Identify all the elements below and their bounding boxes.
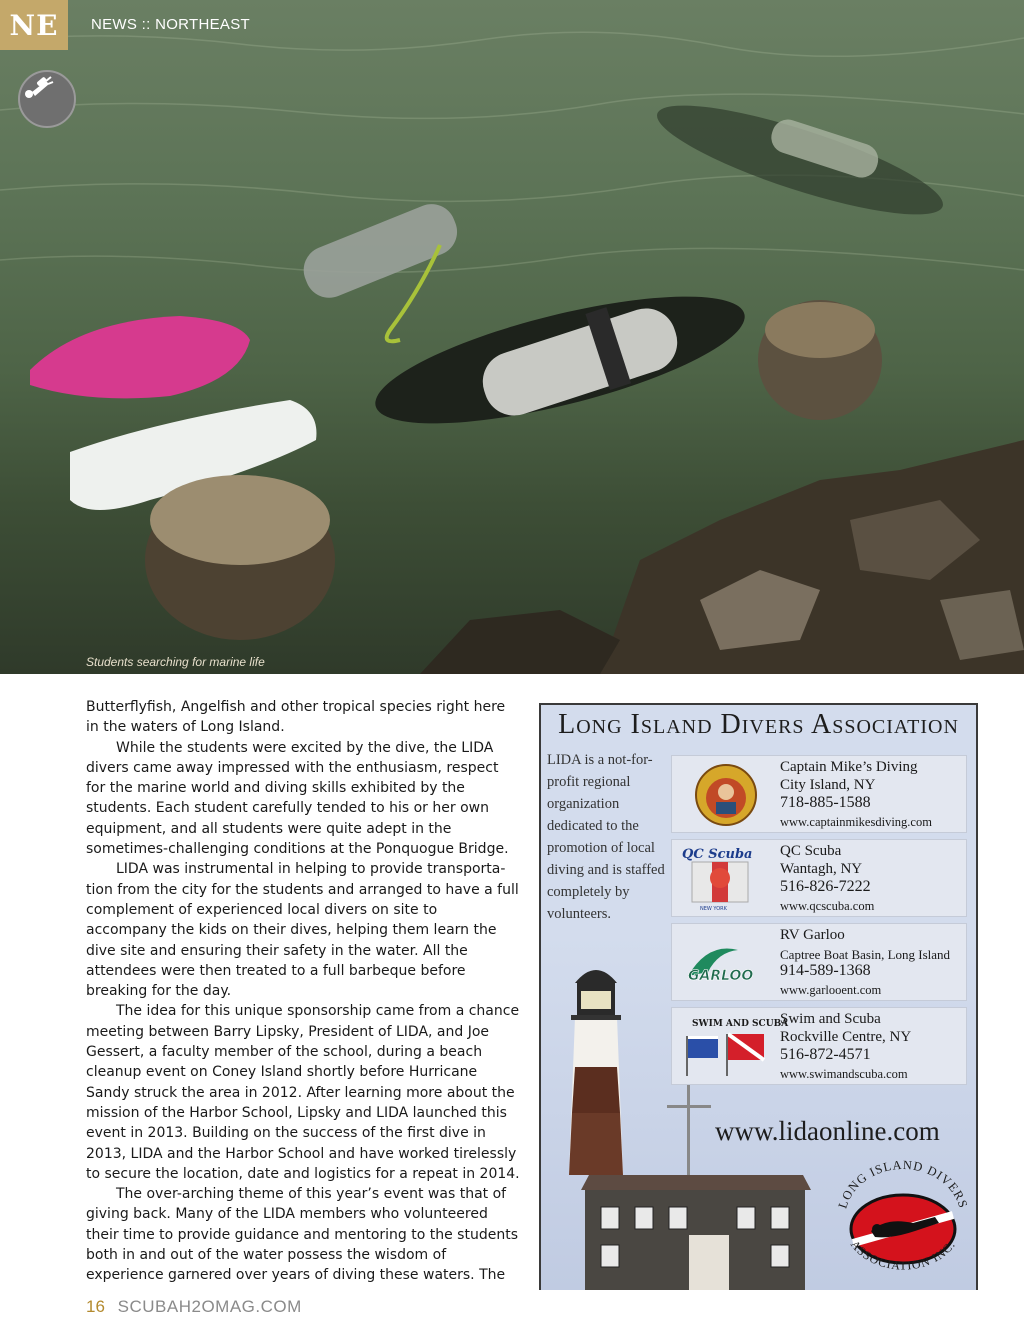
lida-logo-bottom-text: ASSOCIATION INC. [847, 1237, 959, 1273]
svg-text:NEW YORK: NEW YORK [700, 906, 727, 912]
garloo-logo [678, 928, 774, 998]
article-paragraph: While the students were excited by the dive, the LIDA divers came away impressed with the enthusiasm, respect for the marine world and diving skills exhibited by the students. Each student carefully tended to his or her own equipment, and all students were quite adept in the sometimes-challenging conditions at the Ponquogue Bridge. [86, 739, 509, 858]
sponsor-city: City Island, NY [780, 777, 876, 793]
ad-intro: LIDA is a not-for-profit regional organization dedicated to the promotion of local diving and is staffed completely by volunteers. [547, 752, 665, 922]
sponsor-website[interactable]: www.garlooent.com [780, 983, 882, 997]
sponsor-city: Captree Boat Basin, Long Island [780, 947, 951, 962]
article-paragraph: The idea for this unique sponsorship came from a chance meeting between Barry Lipsky, President of LIDA, and Joe Gessert, a faculty member of the school, during a beach cleanup event on Coney Island shortly before Hurricane Sandy struck the area in 2012. After learning more about the mission of the Harbor School, Lipsky and LIDA launched this event in 2013. Building on the success of the first dive in 2013, LIDA and the Harbor School and have worked tirelessly to secure the location, date and logistics for a repeat in 2014. [86, 1003, 520, 1182]
sponsor-city: Rockville Centre, NY [780, 1029, 912, 1045]
svg-text:SWIM AND SCUBA: SWIM AND SCUBA [692, 1019, 789, 1029]
lida-logo [831, 1157, 971, 1287]
sponsor-card[interactable] [671, 1007, 967, 1085]
svg-text:GARLOO: GARLOO [688, 968, 754, 984]
scuba-diver-icon [18, 70, 76, 128]
article-paragraph: The over-arching theme of this year’s event was that of giving back. Many of the LIDA members who volunteered their time to provide guidance and mentoring to the students both in and out of the water possess the wisdom of experience garnered over years of diving these waters. The [86, 1186, 518, 1284]
sponsor-phone: 516-872-4571 [780, 1046, 871, 1063]
sponsor-phone: 718-885-1588 [780, 794, 871, 811]
swim-and-scuba-logo [678, 1012, 789, 1082]
page-number: 16 [86, 1297, 105, 1316]
captain-mikes-logo [678, 760, 774, 830]
article-paragraph: LIDA was instrumental in helping to provide transporta-tion from the city for the students and arranged to have a full complement of experienced local divers on site to accompany the kids on their dives, helping them learn the dive site and ensuring their safety in the water. All the attendees were then treated to a full barbeque before breaking for the day. [86, 861, 519, 1000]
magazine-site[interactable]: SCUBAH2OMAG.COM [117, 1297, 302, 1316]
sponsor-card[interactable] [671, 923, 967, 1001]
sponsor-website[interactable]: www.captainmikesdiving.com [780, 815, 932, 829]
lida-logo-top-text: LONG ISLAND DIVERS [835, 1157, 971, 1211]
sponsor-phone: 516-826-7222 [780, 878, 871, 895]
sponsor-city: Wantagh, NY [780, 861, 863, 877]
sponsor-card[interactable] [671, 755, 967, 833]
sponsor-name: Captain Mike’s Diving [780, 759, 918, 775]
lida-website-link[interactable]: www.lidaonline.com [715, 1116, 940, 1146]
sponsor-website[interactable]: www.qcscuba.com [780, 899, 875, 913]
section-badge: NE [0, 0, 68, 50]
qc-scuba-logo [678, 844, 774, 914]
section-label: NEWS :: NORTHEAST [91, 16, 251, 33]
sponsor-phone: 914-589-1368 [780, 962, 871, 979]
article-paragraph: Butterflyfish, Angelfish and other tropical species right here in the waters of Long Island. [86, 699, 506, 736]
sponsor-name: QC Scuba [780, 843, 842, 859]
lida-advertisement [539, 703, 978, 1290]
article-body [86, 697, 520, 1286]
sponsor-name: Swim and Scuba [780, 1011, 881, 1027]
page-footer [86, 1297, 302, 1317]
sponsor-card[interactable] [671, 839, 967, 917]
ad-title: Long Island Divers Association [558, 709, 959, 740]
photo-caption: Students searching for marine life [86, 655, 265, 669]
sponsor-website[interactable]: www.swimandscuba.com [780, 1067, 908, 1081]
svg-text:QC Scuba: QC Scuba [682, 847, 753, 862]
sponsor-name: RV Garloo [780, 927, 845, 943]
